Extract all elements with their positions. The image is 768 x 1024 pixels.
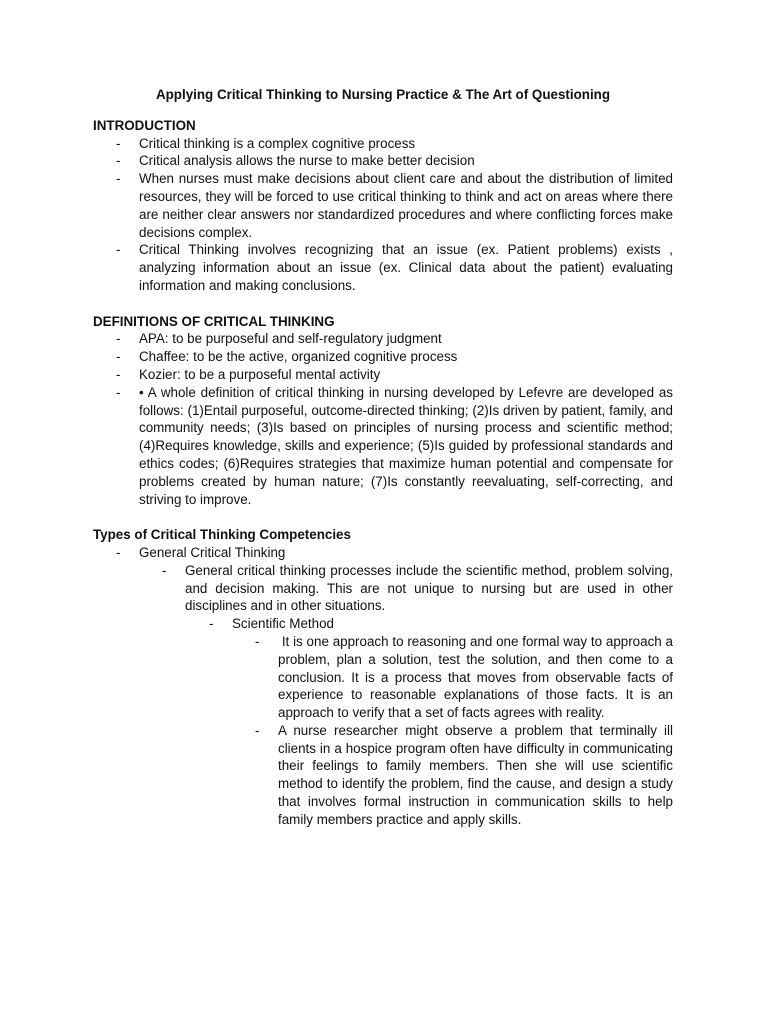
list-item-text: General Critical Thinking <box>139 544 286 560</box>
dash-bullet: - <box>116 242 121 258</box>
dash-bullet: - <box>116 171 121 187</box>
list-item-text: When nurses must make decisions about client care and about the distribution of limited resources, they will be forced to use critical thinking to think and act on areas where there are neither clear answers nor standardized procedures and where conflicting forces make decisions complex. <box>139 171 673 240</box>
dash-bullet: - <box>116 384 121 400</box>
list-item <box>93 330 673 348</box>
list-item <box>93 135 673 153</box>
list-item-text: It is one approach to reasoning and one formal way to approach a problem, plan a solution, test the solution, and then come to a conclusion. It is a process that moves from observable facts of experience to reasonable explanations of those facts. It is an approach to verify that a set of facts agrees with reality. <box>278 633 677 721</box>
definitions-heading: DEFINITIONS OF CRITICAL THINKING <box>93 313 335 329</box>
list-item <box>93 170 673 241</box>
list-item <box>93 544 673 562</box>
dash-bullet: - <box>162 562 167 578</box>
document-page <box>93 86 677 829</box>
list-item <box>93 384 673 509</box>
list-item <box>93 241 673 294</box>
types-list <box>93 544 677 829</box>
list-item-text: Kozier: to be a purposeful mental activity <box>139 366 381 382</box>
dash-bullet: - <box>116 135 121 151</box>
list-item <box>93 633 677 722</box>
list-item <box>93 562 673 615</box>
dash-bullet: - <box>116 331 121 347</box>
types-heading: Types of Critical Thinking Competencies <box>93 527 351 543</box>
list-item-text: Critical analysis allows the nurse to make better decision <box>139 153 475 169</box>
dash-bullet: - <box>209 616 214 632</box>
dash-bullet: - <box>116 349 121 365</box>
list-item-text: APA: to be purposeful and self-regulatory judgment <box>139 331 442 347</box>
definitions-list <box>93 330 673 508</box>
section-gap <box>93 295 673 313</box>
list-item <box>93 348 673 366</box>
list-item <box>93 615 673 633</box>
list-item-text: Critical Thinking involves recognizing that an issue (ex. Patient problems) exists , analyzing information about an issue (ex. Clinical data about the patient) evaluating information and making conclusions. <box>139 242 673 293</box>
dash-bullet: - <box>116 544 121 560</box>
list-item-text: A nurse researcher might observe a problem that terminally ill clients in a hospice program often have difficulty in communicating their feelings to family members. Then she will use scientific method to identify the problem, find the cause, and design a study that involves formal instruction in communication skills to help family members practice and apply skills. <box>278 722 673 827</box>
list-item-text: Scientific Method <box>232 616 334 632</box>
dash-bullet: - <box>255 722 260 738</box>
list-item-text: Chaffee: to be the active, organized cognitive process <box>139 349 458 365</box>
document-title: Applying Critical Thinking to Nursing Practice & The Art of Questioning <box>155 87 611 102</box>
list-item-text: General critical thinking processes include the scientific method, problem solving, and decision making. This are not unique to nursing but are used in other disciplines and in other situations. <box>185 562 673 614</box>
introduction-list <box>93 135 673 295</box>
list-item <box>93 722 673 829</box>
list-item <box>93 366 673 384</box>
introduction-heading: INTRODUCTION <box>93 117 196 133</box>
list-item-text: • A whole definition of critical thinking in nursing developed by Lefevre are developed as follows: (1)Entail purposeful, outcome-directed thinking; (2)Is driven by patient, family, and community needs; (3)Is based on principles of nursing process and scientific method;(4)Requires knowledge, skills and experience; (5)Is guided by professional standards and ethics codes; (6)Requires strategies that maximize human potential and compensate for problems created by human nature; (7)Is constantly reevaluating, self-correcting, and striving to improve. <box>139 384 673 507</box>
dash-bullet: - <box>116 366 121 382</box>
dash-bullet: - <box>255 633 260 649</box>
list-item-text: Critical thinking is a complex cognitive process <box>139 135 416 151</box>
list-item <box>93 152 673 170</box>
dash-bullet: - <box>116 153 121 169</box>
section-gap <box>93 508 673 526</box>
